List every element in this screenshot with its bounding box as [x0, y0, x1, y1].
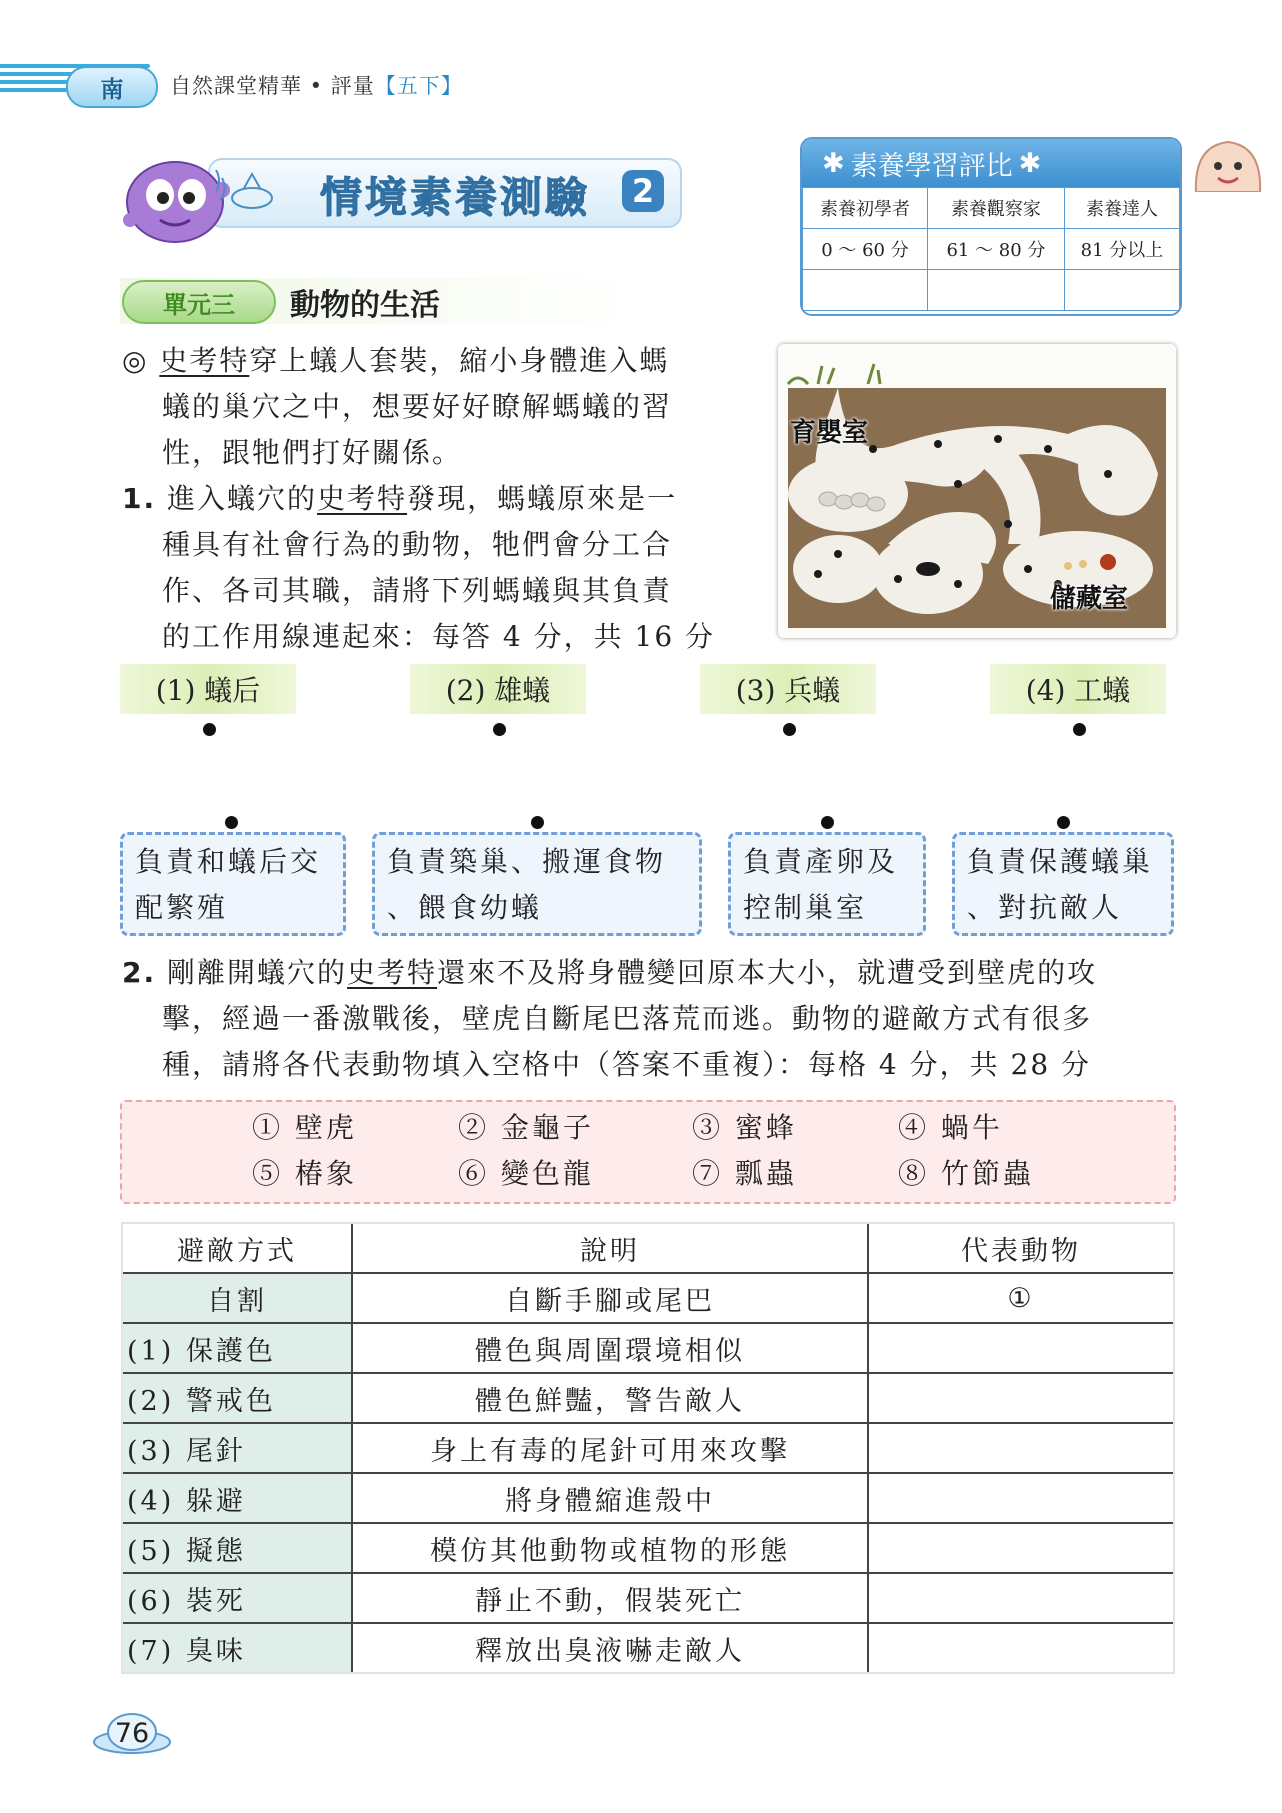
animal-choice: ⑥ 變色龍	[458, 1157, 594, 1190]
column-header: 避敵方式	[123, 1224, 352, 1273]
score-rating-header	[802, 139, 1180, 187]
answer-cell[interactable]	[868, 1523, 1173, 1573]
ant-role-tag: (2) 雄蟻	[410, 664, 586, 714]
intro-text: 穿上蟻人套裝，縮小身體進入螞	[249, 344, 670, 377]
smiling-character-icon	[1188, 138, 1268, 192]
score-rating-box	[800, 137, 1182, 316]
defense-description: 釋放出臭液嚇走敵人	[352, 1623, 868, 1672]
question-text: 還來不及將身體變回原本大小，就遭受到壁虎的攻	[437, 956, 1098, 989]
ant-role-tag: (1) 蟻后	[120, 664, 296, 714]
ant-connect-dot[interactable]	[203, 723, 216, 736]
ant-role-tag: (3) 兵蟻	[700, 664, 876, 714]
star-icon: ✱	[822, 147, 845, 179]
defense-method: (1) 保護色	[123, 1323, 352, 1373]
animal-choice: ⑧ 竹節蟲	[898, 1157, 1034, 1190]
animal-choice: ④ 蝸牛	[898, 1111, 1003, 1144]
duty-connect-dot[interactable]	[531, 816, 544, 829]
unit-title: 動物的生活	[290, 288, 440, 323]
defense-method: (4) 躲避	[123, 1473, 352, 1523]
answer-cell[interactable]	[868, 1473, 1173, 1523]
answer-cell[interactable]	[868, 1623, 1173, 1672]
question-2-line: 擊，經過一番激戰後，壁虎自斷尾巴落荒而逃。動物的避敵方式有很多	[162, 1002, 1093, 1035]
defense-method-table	[123, 1224, 1173, 1672]
answer-cell: ①	[868, 1273, 1173, 1323]
test-title: 情境素養測驗	[320, 173, 591, 222]
animal-choice: ③ 蜜蜂	[692, 1111, 797, 1144]
table-row	[123, 1623, 1173, 1672]
defense-method: (7) 臭味	[123, 1623, 352, 1672]
defense-method: (5) 擬態	[123, 1523, 352, 1573]
duty-line: 負責產卵及	[743, 845, 899, 878]
question-1-line: 種具有社會行為的動物，牠們會分工合	[162, 528, 673, 561]
answer-cell[interactable]	[868, 1323, 1173, 1373]
duty-connect-dot[interactable]	[225, 816, 238, 829]
table-row	[123, 1323, 1173, 1373]
score-check-cell[interactable]	[1064, 270, 1179, 311]
score-range: 61 ～ 80 分	[927, 229, 1064, 270]
grade-bracket-close: 】	[440, 74, 463, 98]
question-text: 剛離開蟻穴的	[167, 956, 348, 989]
question-text: 進入蟻穴的	[167, 482, 318, 515]
duty-connect-dot[interactable]	[821, 816, 834, 829]
defense-description: 將身體縮進殼中	[352, 1473, 868, 1523]
table-row	[123, 1523, 1173, 1573]
animal-choice: ⑤ 椿象	[252, 1157, 357, 1190]
unit-label: 單元三	[122, 280, 276, 324]
score-range: 81 分以上	[1064, 229, 1179, 270]
animal-choice: ⑦ 瓢蟲	[692, 1157, 797, 1190]
defense-method: (3) 尾針	[123, 1423, 352, 1473]
score-check-cell[interactable]	[927, 270, 1064, 311]
flying-character-icon	[212, 170, 282, 214]
defense-method: (6) 裝死	[123, 1573, 352, 1623]
answer-cell[interactable]	[868, 1573, 1173, 1623]
question-1-line: 的工作用線連起來：每答 4 分，共 16 分	[162, 620, 716, 653]
defense-method: (2) 警戒色	[123, 1373, 352, 1423]
question-number: 1.	[122, 482, 157, 515]
animal-choice: ② 金龜子	[458, 1111, 594, 1144]
defense-description: 自斷手腳或尾巴	[352, 1273, 868, 1323]
defense-description: 靜止不動，假裝死亡	[352, 1573, 868, 1623]
duty-line: 配繁殖	[135, 891, 229, 924]
table-row	[123, 1273, 1173, 1323]
intro-line	[122, 338, 762, 384]
book-title-text: 自然課堂精華 • 評量	[170, 74, 375, 98]
defense-description: 身上有毒的尾針可用來攻擊	[352, 1423, 868, 1473]
page-number: 76	[114, 1718, 150, 1749]
table-row	[123, 1473, 1173, 1523]
intro-line: 蟻的巢穴之中，想要好好瞭解螞蟻的習	[162, 390, 673, 423]
column-header: 說明	[352, 1224, 868, 1273]
score-level-header: 素養初學者	[803, 188, 928, 229]
defense-description: 體色鮮豔，警告敵人	[352, 1373, 868, 1423]
duty-line: 控制巢室	[743, 891, 868, 924]
duty-box	[120, 832, 346, 936]
question-text: 發現，螞蟻原來是一	[407, 482, 678, 515]
intro-paragraph	[122, 338, 762, 476]
question-2-line	[122, 950, 1182, 996]
defense-description: 模仿其他動物或植物的形態	[352, 1523, 868, 1573]
storage-room-label: 儲藏室	[1050, 584, 1129, 614]
question-1-text	[122, 476, 772, 660]
table-row	[123, 1573, 1173, 1623]
question-1-line: 作、各司其職，請將下列螞蟻與其負責	[162, 574, 673, 607]
intro-mark: ◎	[122, 344, 149, 377]
question-1-line	[122, 476, 772, 522]
score-level-header: 素養達人	[1064, 188, 1179, 229]
duty-box	[372, 832, 702, 936]
duty-line: 負責築巢、搬運食物	[387, 845, 667, 878]
answer-cell[interactable]	[868, 1423, 1173, 1473]
nursery-room-label: 育嬰室	[790, 418, 869, 448]
intro-line: 性，跟牠們打好關係。	[162, 436, 463, 469]
question-2-text	[122, 950, 1182, 1088]
grade-bracket-open: 【	[374, 74, 397, 98]
ant-connect-dot[interactable]	[783, 723, 796, 736]
duty-connect-dot[interactable]	[1057, 816, 1070, 829]
character-name: 史考特	[159, 344, 250, 377]
question-number: 2.	[122, 956, 157, 989]
column-header: 代表動物	[868, 1224, 1173, 1273]
question-2-line: 種，請將各代表動物填入空格中（答案不重複）：每格 4 分，共 28 分	[162, 1048, 1092, 1081]
test-number: 2	[622, 170, 664, 212]
score-check-cell[interactable]	[803, 270, 928, 311]
duty-line: 負責保護蟻巢	[967, 845, 1154, 878]
ant-role-tag: (4) 工蟻	[990, 664, 1166, 714]
duty-box	[952, 832, 1174, 936]
duty-line: 、餵食幼蟻	[387, 891, 543, 924]
character-name: 史考特	[317, 482, 408, 515]
answer-cell[interactable]	[868, 1373, 1173, 1423]
book-title	[170, 70, 463, 100]
table-row	[123, 1373, 1173, 1423]
grade-label: 五下	[396, 74, 441, 98]
duty-box	[728, 832, 926, 936]
score-rating-title: 素養學習評比	[850, 150, 1013, 182]
score-level-header: 素養觀察家	[927, 188, 1064, 229]
publisher-badge: 南	[66, 66, 158, 108]
duty-line: 、對抗敵人	[967, 891, 1123, 924]
score-rating-table	[802, 187, 1180, 311]
table-row	[123, 1423, 1173, 1473]
defense-description: 體色與周圍環境相似	[352, 1323, 868, 1373]
table-header-row	[123, 1224, 1173, 1273]
animal-choice: ① 壁虎	[252, 1111, 357, 1144]
duty-line: 負責和蟻后交	[135, 845, 322, 878]
ant-connect-dot[interactable]	[493, 723, 506, 736]
ant-connect-dot[interactable]	[1073, 723, 1086, 736]
star-icon: ✱	[1018, 147, 1042, 179]
defense-method: 自割	[123, 1273, 352, 1323]
character-name: 史考特	[347, 956, 438, 989]
score-range: 0 ～ 60 分	[803, 229, 928, 270]
